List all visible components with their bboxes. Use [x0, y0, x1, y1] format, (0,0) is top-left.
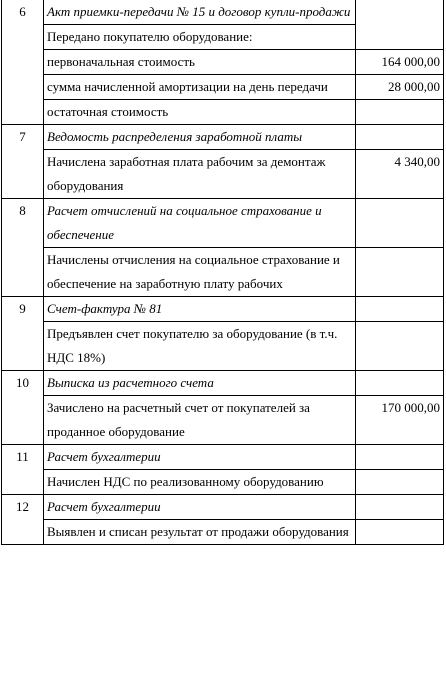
operation-text: остаточная стоимость: [44, 100, 356, 125]
amount-cell: [356, 0, 444, 50]
operation-text: Выявлен и списан результат от продажи оборудования: [44, 520, 356, 545]
document-name: Счет-фактура № 81: [44, 297, 356, 322]
document-name: Расчет бухгалтерии: [44, 445, 356, 470]
document-name: Расчет отчислений на социальное страхование и обеспечение: [44, 199, 356, 248]
table-row: [2, 396, 444, 445]
row-number: 6: [2, 0, 44, 125]
row-number: 8: [2, 199, 44, 297]
amount-cell: [356, 322, 444, 371]
operation-text: сумма начисленной амортизации на день передачи: [44, 75, 356, 100]
table-row: [2, 150, 444, 199]
amount-cell: [356, 199, 444, 248]
document-name: Акт приемки-передачи № 15 и договор купли-продажи: [44, 0, 356, 25]
amount-cell: [356, 445, 444, 470]
amount-cell: [356, 470, 444, 495]
table-row: [2, 322, 444, 371]
amount-cell: [356, 100, 444, 125]
amount-cell: [356, 495, 444, 520]
document-name: Выписка из расчетного счета: [44, 371, 356, 396]
amount-cell: 164 000,00: [356, 50, 444, 75]
amount-cell: 170 000,00: [356, 396, 444, 445]
table-row: [2, 199, 444, 248]
table-row: [2, 248, 444, 297]
row-number: 7: [2, 125, 44, 199]
operations-table: [1, 0, 444, 545]
amount-cell: [356, 520, 444, 545]
operation-text: Зачислено на расчетный счет от покупателей за проданное оборудование: [44, 396, 356, 445]
table-row: [2, 470, 444, 495]
table-row: [2, 125, 444, 150]
table-row: [2, 0, 444, 25]
operation-text: Начислены отчисления на социальное страхование и обеспечение на заработную плату рабочих: [44, 248, 356, 297]
row-number: 11: [2, 445, 44, 495]
amount-cell: 4 340,00: [356, 150, 444, 199]
operation-text: Начислен НДС по реализованному оборудованию: [44, 470, 356, 495]
operation-text: первоначальная стоимость: [44, 50, 356, 75]
table-row: [2, 75, 444, 100]
document-name: Ведомость распределения заработной платы: [44, 125, 356, 150]
operation-text: Предъявлен счет покупателю за оборудование (в т.ч. НДС 18%): [44, 322, 356, 371]
table-row: [2, 495, 444, 520]
table-row: [2, 50, 444, 75]
table-row: [2, 297, 444, 322]
amount-cell: [356, 297, 444, 322]
amount-cell: [356, 371, 444, 396]
table-row: [2, 371, 444, 396]
operation-text: Передано покупателю оборудование:: [44, 25, 356, 50]
operation-text: Начислена заработная плата рабочим за демонтаж оборудования: [44, 150, 356, 199]
table-row: [2, 520, 444, 545]
row-number: 10: [2, 371, 44, 445]
amount-cell: [356, 248, 444, 297]
document-name: Расчет бухгалтерии: [44, 495, 356, 520]
row-number: 9: [2, 297, 44, 371]
row-number: 12: [2, 495, 44, 545]
table-row: [2, 445, 444, 470]
amount-cell: 28 000,00: [356, 75, 444, 100]
amount-cell: [356, 125, 444, 150]
table-row: [2, 100, 444, 125]
